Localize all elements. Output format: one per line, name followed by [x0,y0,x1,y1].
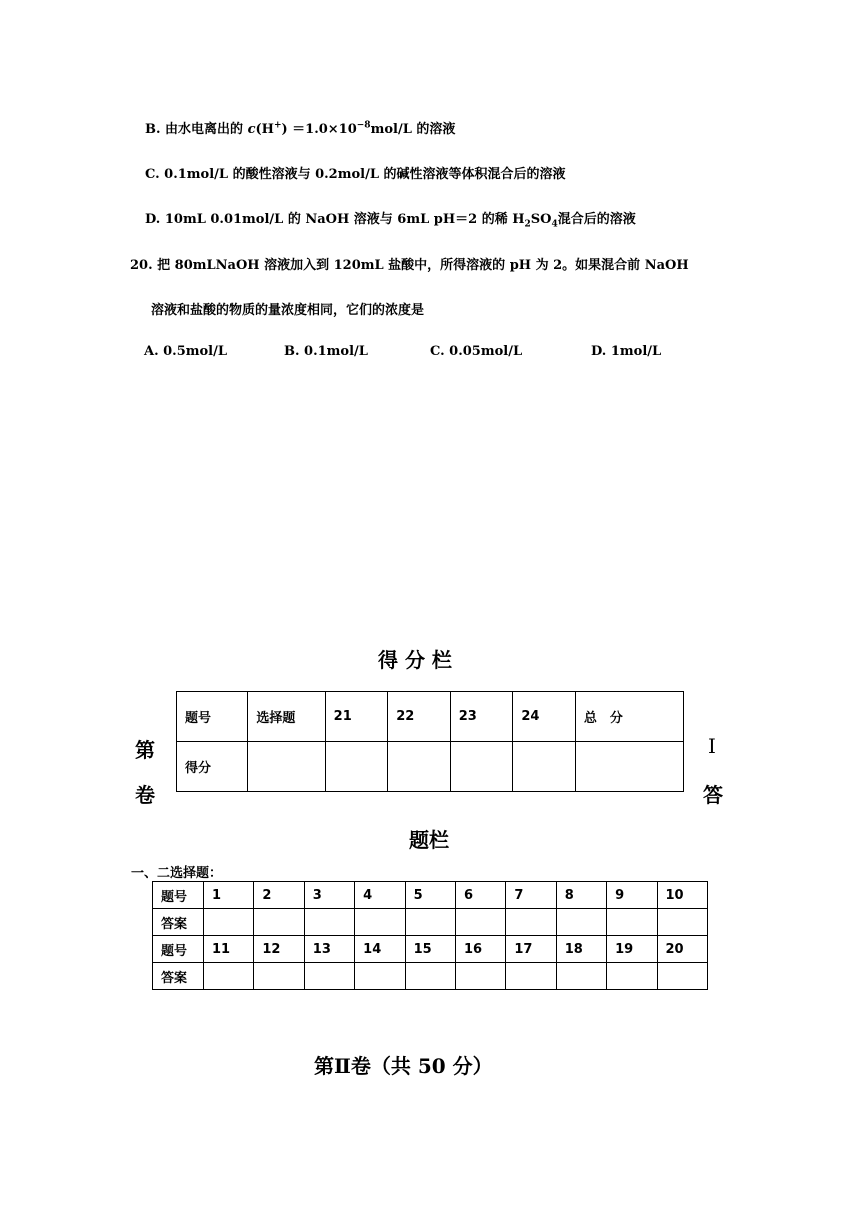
answer-table [152,881,708,990]
answer-cell[interactable] [556,909,606,936]
question-20-line-2: 溶液和盐酸的物质的量浓度相同，它们的浓度是 [151,303,425,318]
answer-number-row [153,882,708,909]
score-header-cell: 总 分 [575,692,683,742]
q20-option-d: D. 1mol/L [591,344,662,359]
question-number: 14 [355,936,405,963]
answer-cell[interactable] [455,963,505,990]
score-cell[interactable] [248,742,325,792]
question-number: 19 [607,936,657,963]
score-header-cell: 24 [513,692,576,742]
answer-cell[interactable] [556,963,606,990]
question-number: 2 [254,882,304,909]
score-cell[interactable] [388,742,451,792]
question-number: 9 [607,882,657,909]
question-number: 17 [506,936,556,963]
answer-cell[interactable] [506,963,556,990]
answer-cell[interactable] [607,909,657,936]
answer-cell[interactable] [254,909,304,936]
question-number: 7 [506,882,556,909]
question-number: 20 [657,936,707,963]
answer-cell[interactable] [657,963,707,990]
question-number: 15 [405,936,455,963]
q20-option-a: A. 0.5mol/L [144,344,228,359]
side-label-right-top: I [708,734,716,758]
side-label-left-bottom: 卷 [135,783,155,807]
score-header-cell: 选择题 [248,692,325,742]
side-label-left-top: 第 [135,738,155,762]
question-number: 6 [455,882,505,909]
answer-row-label: 答案 [153,963,204,990]
answer-cell[interactable] [657,909,707,936]
answer-cell[interactable] [355,963,405,990]
score-value-row [177,742,684,792]
answer-cell[interactable] [304,963,354,990]
answer-cell[interactable] [204,963,254,990]
score-cell[interactable] [325,742,388,792]
part-2-title: 第Ⅱ卷（共 50 分） [314,1054,493,1078]
answer-cell[interactable] [405,963,455,990]
answer-cell[interactable] [455,909,505,936]
answer-section-label: 一、二选择题： [131,866,223,881]
score-header-row [177,692,684,742]
answer-row-label: 题号 [153,882,204,909]
answer-cell[interactable] [304,909,354,936]
score-cell[interactable] [575,742,683,792]
score-cell[interactable] [513,742,576,792]
option-b-c: c [247,122,256,137]
answer-blank-row [153,909,708,936]
question-number: 12 [254,936,304,963]
answer-cell[interactable] [254,963,304,990]
question-number: 5 [405,882,455,909]
question-number: 4 [355,882,405,909]
score-header-cell: 21 [325,692,388,742]
answer-heading: 题栏 [409,828,449,852]
score-header-cell: 23 [450,692,513,742]
q20-option-b: B. 0.1mol/L [284,344,368,359]
score-table [176,691,684,792]
question-number: 13 [304,936,354,963]
answer-row-label: 答案 [153,909,204,936]
question-20-line-1: 20. 把 80mLNaOH 溶液加入到 120mL 盐酸中，所得溶液的 pH 为 2。如果混合前 NaOH [130,258,689,273]
question-number: 16 [455,936,505,963]
answer-blank-row [153,963,708,990]
score-header-cell: 题号 [177,692,248,742]
option-c: C. 0.1mol/L 的酸性溶液与 0.2mol/L 的碱性溶液等体积混合后的溶液 [145,167,566,182]
answer-cell[interactable] [355,909,405,936]
score-row-label: 得分 [177,742,248,792]
question-number: 8 [556,882,606,909]
q20-option-c: C. 0.05mol/L [430,344,523,359]
question-number: 1 [204,882,254,909]
answer-number-row [153,936,708,963]
score-cell[interactable] [450,742,513,792]
score-header-cell: 22 [388,692,451,742]
answer-cell[interactable] [506,909,556,936]
option-b: B. 由水电离出的 $c(H^+) =1.0\times 10^{-8}mol/L$ 的溶液 [145,120,456,137]
question-number: 18 [556,936,606,963]
side-label-right-bottom: 答 [703,783,723,807]
answer-cell[interactable] [607,963,657,990]
score-heading: 得 分 栏 [378,648,452,672]
option-d: D. 10mL 0.01mol/L 的 NaOH 溶液与 6mL pH＝2 的稀 $H_2SO_4$混合后的溶液 [145,212,636,230]
question-number: 10 [657,882,707,909]
question-number: 3 [304,882,354,909]
answer-row-label: 题号 [153,936,204,963]
answer-cell[interactable] [405,909,455,936]
answer-cell[interactable] [204,909,254,936]
question-number: 11 [204,936,254,963]
